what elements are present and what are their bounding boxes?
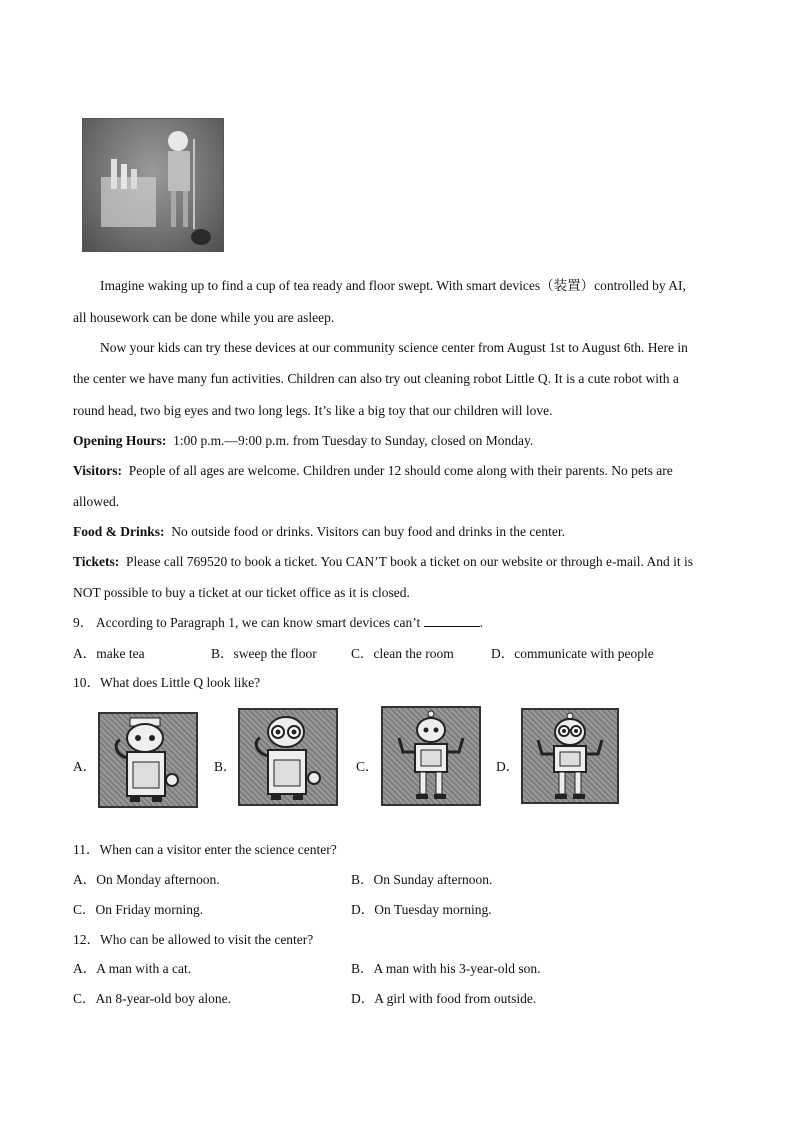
q12-option-c[interactable]: C．An 8-year-old boy alone. [73, 991, 231, 1006]
q9-option-d[interactable]: D．communicate with people [491, 646, 654, 661]
opening-hours-label: Opening Hours: [73, 433, 167, 448]
robot-big-eyes-short-legs-icon [240, 710, 336, 804]
visitors-line2: allowed. [73, 494, 120, 509]
q9-stem [73, 614, 483, 632]
q10-option-b-image[interactable] [238, 708, 338, 806]
q9-stem-text: 9． According to Paragraph 1, we can know smart devices can’t [73, 615, 421, 630]
food-drinks-label: Food & Drinks: [73, 524, 165, 539]
visitors-text: People of all ages are welcome. Children under 12 should come along with their parents. No pets are [128, 463, 673, 478]
q10-stem: 10．What does Little Q look like? [73, 675, 261, 690]
q10-option-a-image[interactable] [98, 712, 198, 808]
q10-option-c-label[interactable]: C． [356, 759, 379, 774]
q9-option-b[interactable]: B．sweep the floor [211, 646, 317, 661]
passage-p2-line3: round head, two big eyes and two long legs. It’s like a big toy that our children will love. [73, 403, 553, 418]
q12-option-a[interactable]: A．A man with a cat. [73, 961, 192, 976]
opening-hours [73, 432, 533, 450]
q10-option-c-image[interactable] [381, 706, 481, 806]
q9-option-c[interactable]: C．clean the room [351, 646, 454, 661]
q12-stem: 12．Who can be allowed to visit the center? [73, 932, 314, 947]
food-drinks-text: No outside food or drinks. Visitors can buy food and drinks in the center. [171, 524, 566, 539]
q9-stem-end: . [479, 615, 484, 630]
robot-photo [82, 118, 224, 252]
opening-hours-text: 1:00 p.m.—9:00 p.m. from Tuesday to Sunday, closed on Monday. [173, 433, 534, 448]
visitors-label: Visitors: [73, 463, 122, 478]
q11-option-d[interactable]: D．On Tuesday morning. [351, 902, 492, 917]
q10-option-a-label[interactable]: A． [73, 759, 97, 774]
robot-round-head-long-legs-icon [383, 708, 479, 804]
food-drinks [73, 523, 565, 541]
q12-option-d[interactable]: D．A girl with food from outside. [351, 991, 537, 1006]
passage-p1-line2: all housework can be done while you are asleep. [73, 310, 335, 325]
passage-p1-line1: Imagine waking up to find a cup of tea ready and floor swept. With smart devices（装置）controlled by AI, [100, 278, 686, 293]
q10-option-d-image[interactable] [521, 708, 619, 804]
q11-option-c[interactable]: C．On Friday morning. [73, 902, 204, 917]
tickets-text: Please call 769520 to book a ticket. You CAN’T book a ticket on our website or through e-mail. And it is [126, 554, 694, 569]
q9-option-a[interactable]: A．make tea [73, 646, 145, 661]
passage-p2-line2: the center we have many fun activities. Children can also try out cleaning robot Little Q. It is a cute robot with a [73, 371, 679, 386]
robot-big-eyes-long-legs-icon [523, 710, 617, 802]
passage-p2-line1: Now your kids can try these devices at our community science center from August 1st to August 6th. Here in [100, 340, 688, 355]
visitors-line1 [73, 462, 673, 480]
tickets-line1 [73, 553, 693, 571]
tickets-label: Tickets: [73, 554, 120, 569]
q11-option-a[interactable]: A．On Monday afternoon. [73, 872, 220, 887]
q10-option-d-label[interactable]: D． [496, 759, 520, 774]
q12-option-b[interactable]: B．A man with his 3-year-old son. [351, 961, 541, 976]
robot-round-head-short-legs-icon [100, 714, 196, 806]
q9-blank [424, 614, 480, 627]
q11-stem: 11．When can a visitor enter the science center? [73, 842, 337, 857]
q10-option-b-label[interactable]: B． [214, 759, 237, 774]
robot-photo-drawing [83, 119, 223, 251]
tickets-line2: NOT possible to buy a ticket at our ticket office as it is closed. [73, 585, 410, 600]
q11-option-b[interactable]: B．On Sunday afternoon. [351, 872, 493, 887]
